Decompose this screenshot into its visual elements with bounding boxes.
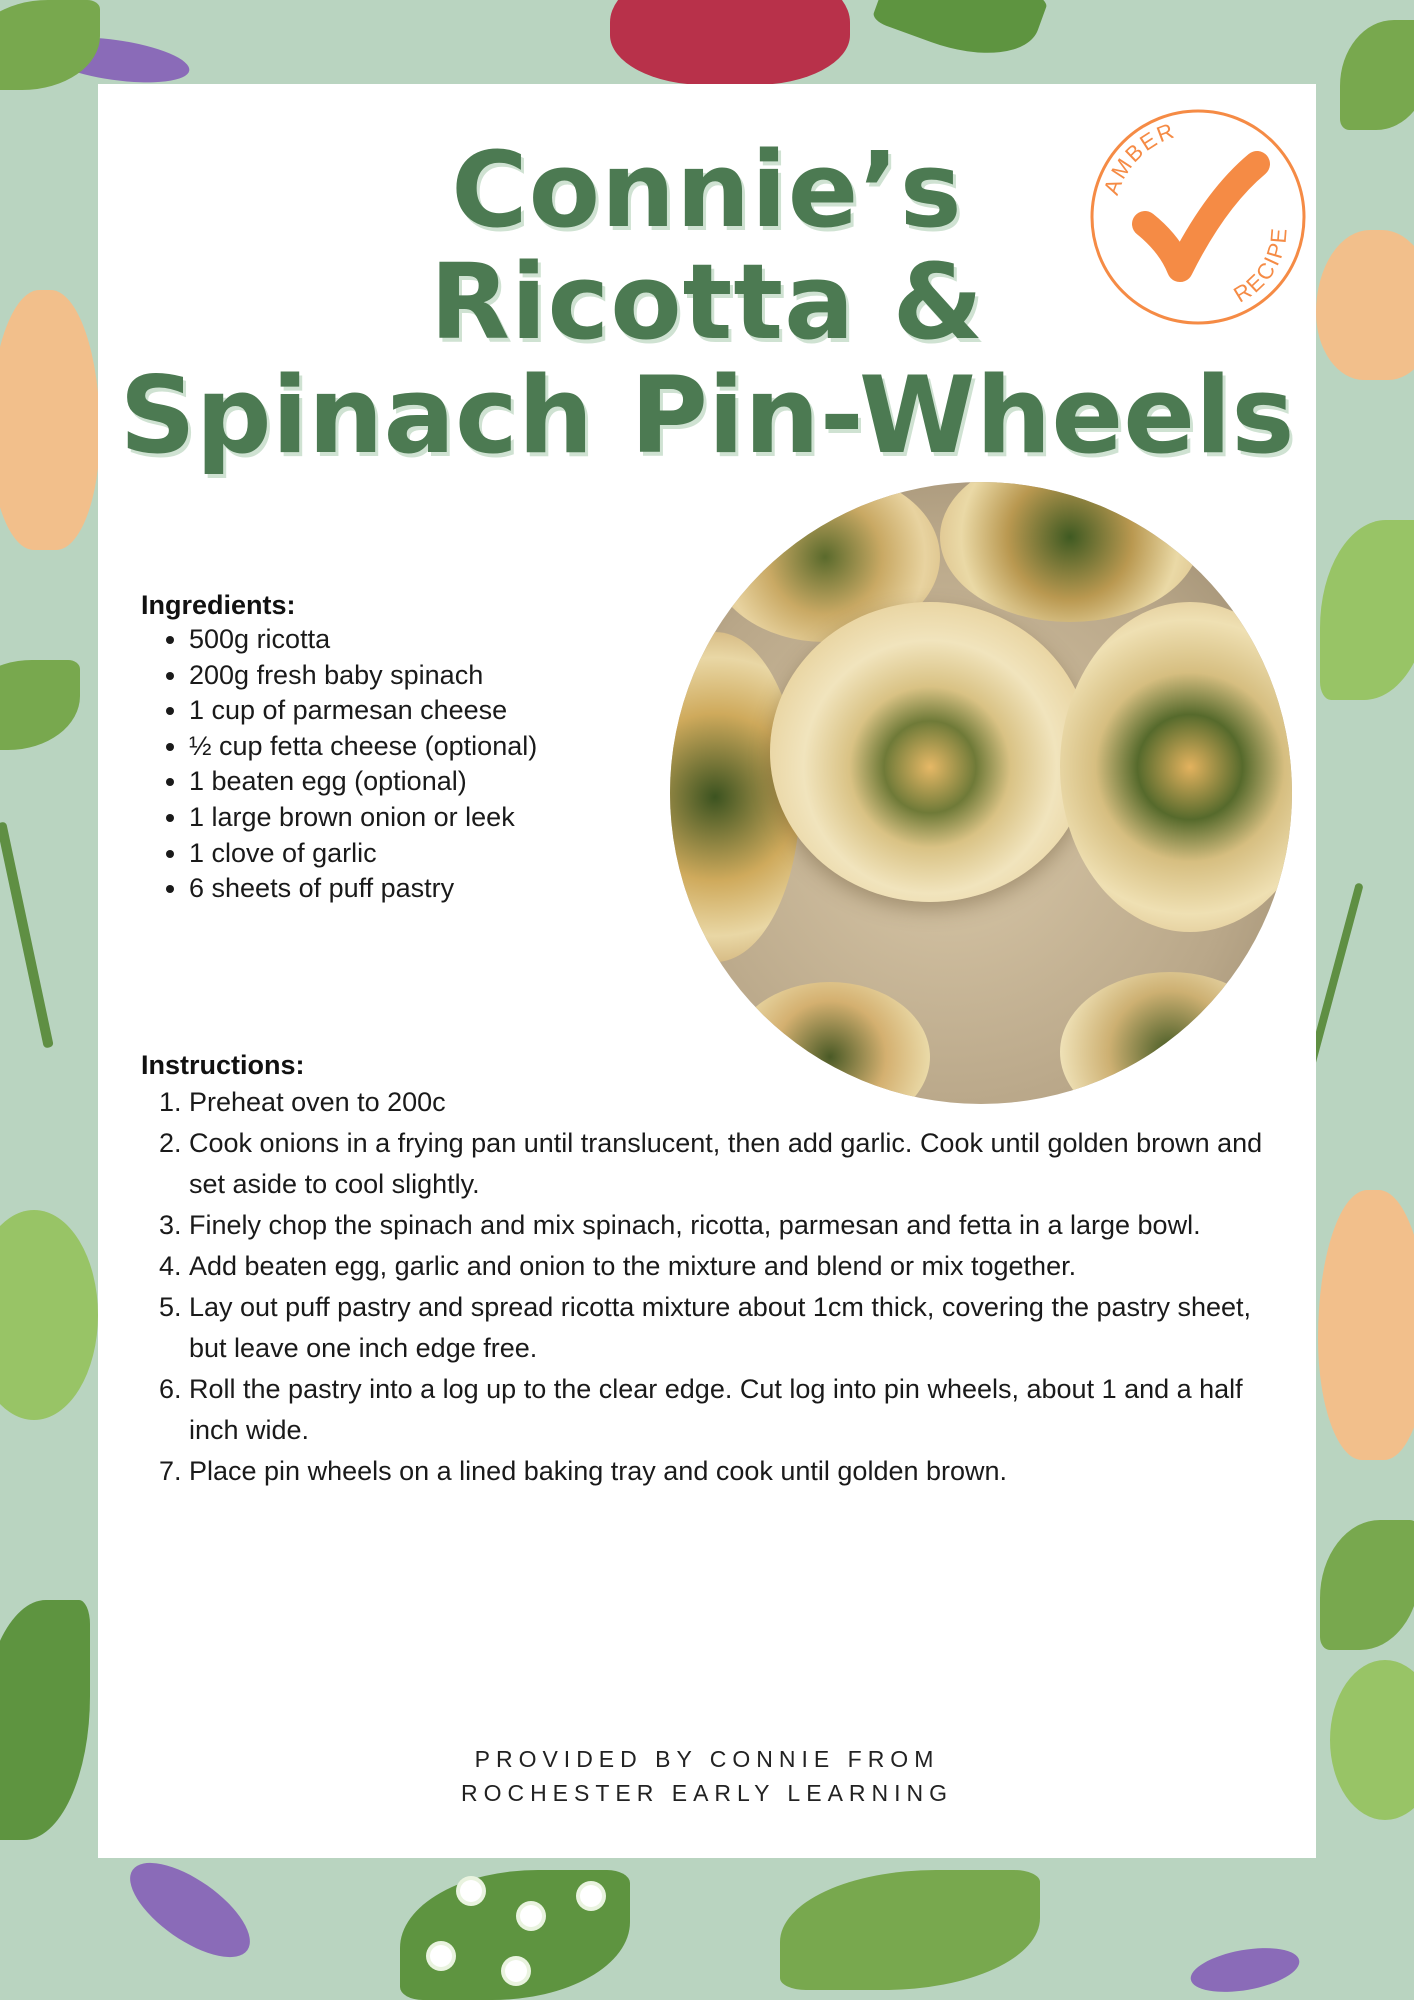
squash-illustration <box>1316 230 1414 380</box>
leaf-illustration <box>1340 20 1414 130</box>
instructions-list <box>141 1082 1279 1492</box>
flower-illustration <box>580 1885 602 1907</box>
ingredient-item: • 500g ricotta <box>189 622 537 658</box>
pinwheel-image <box>770 602 1090 902</box>
recipe-card <box>98 84 1316 1858</box>
leaf-illustration <box>780 1870 1040 1990</box>
checkmark-icon <box>1145 164 1257 269</box>
title-line-1: Connie’s <box>451 129 963 251</box>
ingredient-item: • 1 beaten egg (optional) <box>189 764 537 800</box>
title-line-3: Spinach Pin-Wheels <box>119 354 1295 477</box>
pinwheel-image <box>940 482 1200 622</box>
flower-illustration <box>460 1880 482 1902</box>
instruction-step: 5. Lay out puff pastry and spread ricotta mixture about 1cm thick, covering the pastry sheet, but leave one inch edge free. <box>189 1287 1279 1369</box>
ingredient-item: • 200g fresh baby spinach <box>189 658 537 694</box>
ingredients-heading: Ingredients: <box>141 590 296 620</box>
title-line-2: Ricotta & <box>429 241 985 363</box>
leaf-illustration <box>0 0 100 90</box>
instruction-step: 4. Add beaten egg, garlic and onion to the mixture and blend or mix together. <box>189 1246 1279 1287</box>
apple-illustration <box>1330 1660 1414 1820</box>
instruction-step: 6. Roll the pastry into a log up to the clear edge. Cut log into pin wheels, about 1 and a half inch wide. <box>189 1369 1279 1451</box>
instruction-step: 3. Finely chop the spinach and mix spinach, ricotta, parmesan and fetta in a large bowl. <box>189 1205 1279 1246</box>
badge-bottom-text: RECIPE <box>1229 225 1292 308</box>
ingredient-item: • 6 sheets of puff pastry <box>189 871 537 907</box>
beetroot-illustration <box>610 0 850 85</box>
pinwheels-photo <box>670 482 1292 1104</box>
amber-recipe-badge <box>1085 104 1311 330</box>
ingredient-item: • 1 clove of garlic <box>189 836 537 872</box>
ingredient-item: • 1 large brown onion or leek <box>189 800 537 836</box>
flower-illustration <box>520 1905 542 1927</box>
leaf-illustration <box>1320 520 1414 700</box>
badge-top-text: AMBER <box>1098 117 1179 198</box>
ingredients-list <box>141 622 537 907</box>
credit-line-1: PROVIDED BY CONNIE FROM <box>474 1746 940 1772</box>
leaf-illustration <box>871 0 1049 75</box>
squash-illustration <box>1318 1190 1414 1460</box>
leaf-illustration <box>0 1600 90 1840</box>
pinwheel-image <box>1060 602 1292 932</box>
eggplant-illustration <box>115 1845 264 1974</box>
credit-line-2: ROCHESTER EARLY LEARNING <box>460 1780 954 1806</box>
flower-illustration <box>505 1960 527 1982</box>
instruction-step: 7. Place pin wheels on a lined baking tray and cook until golden brown. <box>189 1451 1279 1492</box>
ingredient-item: • 1 cup of parmesan cheese <box>189 693 537 729</box>
flower-illustration <box>430 1945 452 1967</box>
apple-illustration <box>0 1210 98 1420</box>
svg-text:RECIPE <box>1229 226 1292 308</box>
leaf-illustration <box>1320 1520 1414 1650</box>
instructions-heading: Instructions: <box>141 1050 305 1080</box>
eggplant-illustration <box>1187 1941 1302 1999</box>
ingredient-item: • ½ cup fetta cheese (optional) <box>189 729 537 765</box>
instruction-step: 2. Cook onions in a frying pan until translucent, then add garlic. Cook until golden brown and set aside to cool slightly. <box>189 1123 1279 1205</box>
instruction-step: 1. Preheat oven to 200c <box>189 1082 1279 1123</box>
recipe-credit <box>98 1742 1316 1810</box>
stem-illustration <box>0 821 54 1048</box>
squash-illustration <box>0 290 100 550</box>
leaf-illustration <box>0 660 80 750</box>
